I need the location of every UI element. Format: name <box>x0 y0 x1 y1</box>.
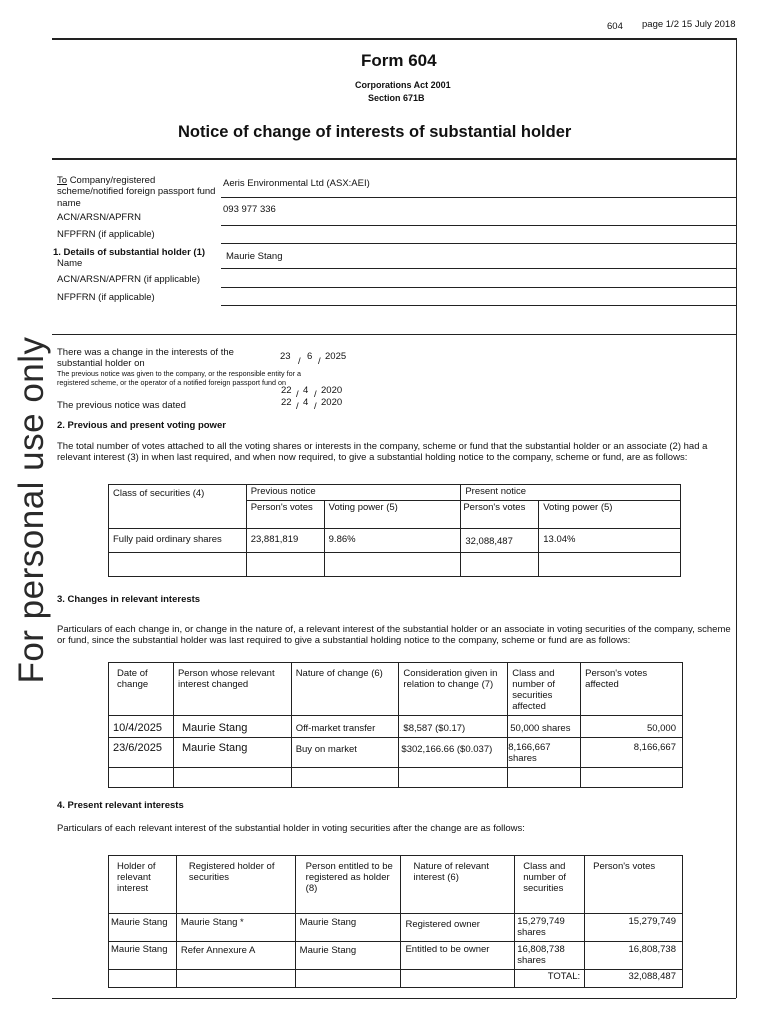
cell-nature: Off-market transfer <box>291 715 399 737</box>
cell-entitled: Maurie Stang <box>295 941 401 969</box>
table-row <box>109 941 683 969</box>
dated-month: 4 <box>303 397 309 408</box>
form-code: 604 <box>607 21 623 32</box>
acn-label: ACN/ARSN/APFRN <box>57 212 141 223</box>
cell-prev-votes: 23,881,819 <box>246 528 324 552</box>
section4-text: Particulars of each relevant interest of the substantial holder in voting securities after the change are as follows: <box>57 823 525 834</box>
dated-sep2: / <box>314 401 317 412</box>
th-entitled: Person entitled to be registered as holder (8) <box>295 856 401 914</box>
company-name: Aeris Environmental Ltd (ASX:AEI) <box>223 178 370 189</box>
dated-sep1: / <box>296 401 299 412</box>
cell-class-number: 50,000 shares <box>508 715 581 737</box>
cell-person: Maurie Stang <box>173 737 291 767</box>
section3-text: Particulars of each change in, or change in the nature of, a relevant interest of the substantial holder or an associate in voting securities of the company, scheme or fund, since the substantial holder was last required to give a substantial holding notice to the company, scheme or fund are as follows: <box>57 624 731 647</box>
form-title: Form 604 <box>361 51 437 70</box>
table-row <box>109 552 681 576</box>
table-row <box>109 969 683 987</box>
acn-line <box>221 225 736 226</box>
dated-label: The previous notice was dated <box>57 400 186 411</box>
section2-text: The total number of votes attached to all the voting shares or interests in the company, scheme or fund that the substantial holder or an associate (2) had a relevant interest (3) in when last required, and when now required, to give a substantial holding notice to the company, scheme or fund, are as follows: <box>57 441 708 464</box>
th-prev-votes: Person's votes <box>246 500 324 528</box>
bottom-rule <box>52 998 736 999</box>
cell-consideration: $8,587 ($0.17) <box>399 715 508 737</box>
cell-nature: Buy on market <box>291 737 399 767</box>
company-label-text: Company/registered scheme/notified foreign passport fund name <box>57 175 216 209</box>
cell-pres-power: 13.04% <box>539 528 681 552</box>
holder-nfpfrn-line <box>221 305 736 306</box>
company-label <box>57 175 219 209</box>
section2-heading: 2. Previous and present voting power <box>57 420 226 431</box>
th-present: Present notice <box>461 485 681 501</box>
right-margin-line <box>736 38 737 998</box>
change-month: 6 <box>307 351 313 362</box>
table-row <box>109 737 683 767</box>
th-pres-votes: Person's votes <box>461 500 539 528</box>
cell-registered: Maurie Stang * <box>176 914 295 942</box>
th-class-securities: Class and number of securities <box>515 856 585 914</box>
th-holder: Holder of relevant interest <box>109 856 177 914</box>
company-acn: 093 977 336 <box>223 204 276 215</box>
change-sep2: / <box>318 356 321 367</box>
th-consideration: Consideration given in relation to change (7) <box>399 663 508 716</box>
to-label: To <box>57 175 68 186</box>
changes-table <box>108 662 683 788</box>
th-registered: Registered holder of securities <box>176 856 295 914</box>
given-date-label: The previous notice was given to the company, or the responsible entity for a registered scheme, or the operator of a notified foreign passport fund on <box>57 369 301 387</box>
page-info: page 1/2 15 July 2018 <box>642 19 736 30</box>
th-date: Date of change <box>109 663 174 716</box>
cell-persons-votes: 16,808,738 <box>585 941 683 969</box>
th-nature: Nature of change (6) <box>291 663 399 716</box>
holder-name: Maurie Stang <box>226 251 283 262</box>
holder-nfpfrn-label: NFPFRN (if applicable) <box>57 292 155 303</box>
th-person: Person whose relevant interest changed <box>173 663 291 716</box>
act-title: Corporations Act 2001 <box>355 80 451 90</box>
cell-votes: 8,166,667 <box>581 737 683 767</box>
section-title: Section 671B <box>368 93 425 103</box>
cell-class-securities: 16,808,738 shares <box>515 941 585 969</box>
table-row <box>109 914 683 942</box>
cell-class-securities: 15,279,749 shares <box>515 914 585 942</box>
change-day: 23 <box>280 351 291 362</box>
change-date-label: There was a change in the interests of the substantial holder on <box>57 347 234 370</box>
table-row <box>109 528 681 552</box>
holder-acn-label: ACN/ARSN/APFRN (if applicable) <box>57 274 201 285</box>
change-sep1: / <box>298 356 301 367</box>
cell-holder: Maurie Stang <box>109 914 177 942</box>
th-class-number: Class and number of securities affected <box>508 663 581 716</box>
cell-date: 23/6/2025 <box>109 737 174 767</box>
nfpfrn-label: NFPFRN (if applicable) <box>57 229 155 240</box>
holder-name-line <box>221 268 736 269</box>
given-sep1: / <box>296 389 299 400</box>
cell-class: Fully paid ordinary shares <box>109 528 247 552</box>
voting-power-table <box>108 484 681 577</box>
cell-person: Maurie Stang <box>173 715 291 737</box>
total-value: 32,088,487 <box>585 969 683 987</box>
cell-class-number: 8,166,667 shares <box>508 737 581 767</box>
cell-votes: 50,000 <box>581 715 683 737</box>
cell-persons-votes: 15,279,749 <box>585 914 683 942</box>
cell-holder: Maurie Stang <box>109 941 177 969</box>
section3-heading: 3. Changes in relevant interests <box>57 594 201 605</box>
title-rule <box>52 158 736 160</box>
table-row <box>109 767 683 787</box>
holder-name-label: Name <box>57 258 83 269</box>
table-row <box>109 715 683 737</box>
th-previous: Previous notice <box>246 485 461 501</box>
watermark: For personal use only <box>12 336 51 684</box>
cell-registered: Refer Annexure A <box>176 941 295 969</box>
th-prev-power: Voting power (5) <box>324 500 461 528</box>
notice-title: Notice of change of interests of substantial holder <box>178 123 572 141</box>
total-label: TOTAL: <box>515 969 585 987</box>
given-day: 22 <box>281 385 292 396</box>
th-persons-votes: Person's votes <box>585 856 683 914</box>
section-divider <box>52 334 736 335</box>
cell-nature-interest: Entitled to be owner <box>401 941 515 969</box>
section4-heading: 4. Present relevant interests <box>57 800 184 811</box>
top-rule <box>52 38 736 40</box>
change-year: 2025 <box>325 351 347 362</box>
company-name-line <box>221 197 736 198</box>
th-votes-affected: Person's votes affected <box>581 663 683 716</box>
cell-prev-power: 9.86% <box>324 528 461 552</box>
cell-date: 10/4/2025 <box>109 715 174 737</box>
cell-pres-votes: 32,088,487 <box>461 528 539 552</box>
th-nature-interest: Nature of relevant interest (6) <box>401 856 515 914</box>
given-month: 4 <box>303 385 309 396</box>
dated-day: 22 <box>281 397 292 408</box>
holder-acn-line <box>221 287 736 288</box>
holder-section-label: 1. Details of substantial holder (1) <box>53 247 206 258</box>
th-class: Class of securities (4) <box>109 485 247 529</box>
th-pres-power: Voting power (5) <box>539 500 681 528</box>
given-sep2: / <box>314 389 317 400</box>
cell-consideration: $302,166.66 ($0.037) <box>399 737 508 767</box>
cell-nature-interest: Registered owner <box>401 914 515 942</box>
present-interests-table <box>108 855 683 988</box>
cell-entitled: Maurie Stang <box>295 914 401 942</box>
dated-year: 2020 <box>321 397 343 408</box>
nfpfrn-line <box>221 243 736 244</box>
given-year: 2020 <box>321 385 343 396</box>
